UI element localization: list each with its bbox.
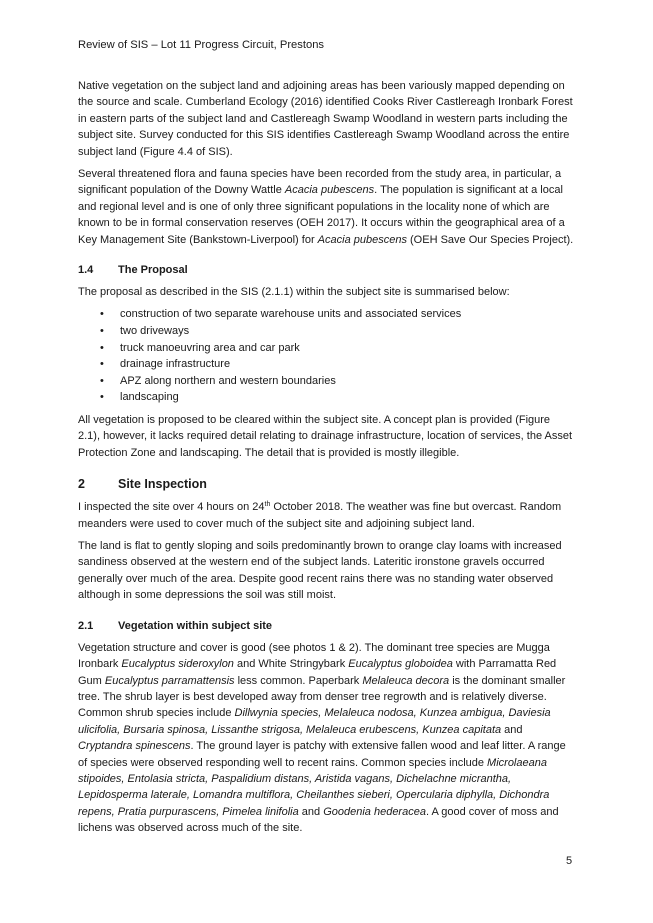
text-run: and White Stringybark [233,658,349,671]
text-run: . A good cover of moss and lichens was observed across much of the site. [78,805,559,835]
species-list: Microlaeana stipoides, Entolasia stricta, Paspalidium distans, Aristida vagans, Dichelachne micrantha, Lepidosperma laterale, Lomandra multiflora, Cheilanthes sieberi, Opercularia diphylla, Dichondra repens, Pratia purpurascens, Pimelea linifolia [78,756,550,818]
section-title: The Proposal [118,264,188,277]
section-number: 2 [78,477,85,492]
text-run: October 2018. The weather was fine but overcast. Random meanders were used to cover much of the subject site and adjoining subject land. [78,501,562,530]
text-run: . The population is significant at a local and regional level and is one of only three significant populations in the locality none of which are known to be in formal conservation reserves (OEH 2017). It occurs within the geographical area of a Key Management Site (Bankstown-Liverpool) for [78,184,565,246]
list-item: • APZ along northern and western boundaries [78,373,574,390]
section-heading-2 [78,475,574,493]
text-run: with Parramatta Red Gum [78,658,557,687]
page-number: 5 [566,855,573,867]
section-number: 1.4 [78,264,94,277]
species-name: Eucalyptus parramattensis [104,674,235,687]
running-header: Review of SIS – Lot 11 Progress Circuit, Prestons [78,39,325,51]
text-run: Several threatened flora and fauna species have been recorded from the study area, in particular, a significant population of the Downy Wattle [78,168,562,197]
paragraph-inspection [78,499,574,532]
species-name: Eucalyptus globoidea [348,658,453,671]
section-title: Site Inspection [118,477,207,492]
species-name: Acacia pubescens [284,184,375,197]
paragraph-native-vegetation: Native vegetation on the subject land and adjoining areas has been variously mapped depending on the source and scale. Cumberland Ecology (2016) identified Cooks River Castlereagh Ironbark Forest in eastern parts of the subject land and Castlereagh Swamp Woodland in western parts including the subject site. Survey conducted for this SIS identifies Castlereagh Swamp Woodland across the entire subject land (Figure 4.4 of SIS). [78,80,573,158]
paragraph-threatened-species [78,166,574,248]
text-run: I inspected the site over 4 hours on 24 [78,501,265,514]
page-content [78,78,574,843]
text-run: . The ground layer is patchy with extensive fallen wood and leaf litter. A range of species were observed responding well to recent rains. Common species include [78,740,566,769]
text-run: Vegetation structure and cover is good (see photos 1 & 2). The dominant tree species are Mugga Ironbark [78,641,550,671]
text-run: and [298,805,324,818]
list-item: • two driveways [78,323,574,340]
paragraph-proposal-intro: The proposal as described in the SIS (2.1.1) within the subject site is summarised below: [78,286,510,299]
list-item: • drainage infrastructure [78,356,574,373]
list-item: • truck manoeuvring area and car park [78,340,574,357]
paragraph-vegetation [78,640,574,837]
species-list: Dillwynia species, Melaleuca nodosa, Kunzea ambigua, Daviesia ulicifolia, Bursaria spinosa, Lissanthe strigosa, Melaleuca erubescens, Kunzea capitata [78,707,551,736]
section-heading-2-1 [78,618,574,634]
section-heading-1-4 [78,262,574,278]
species-name: Melaleuca decora [362,674,450,687]
ordinal-suffix: th [264,501,271,509]
species-name: Eucalyptus sideroxylon [121,658,234,671]
text-run: is the dominant smaller tree. The shrub layer is best developed away from denser tree regrowth and is relatively diverse. Common shrub species include [78,674,566,720]
list-item: • construction of two separate warehouse units and associated services [78,306,574,323]
section-title: Vegetation within subject site [118,619,273,632]
text-run: (OEH Save Our Species Project). [406,233,574,246]
species-name: Acacia pubescens [317,233,407,246]
species-name: Cryptandra spinescens [78,740,191,753]
text-run: and [501,723,523,736]
list-item: • landscaping [78,389,574,406]
section-number: 2.1 [78,619,94,632]
paragraph-clearing: All vegetation is proposed to be cleared within the subject site. A concept plan is provided (Figure 2.1), however, it lacks required detail relating to drainage infrastructure, location of services, the Asset Protection Zone and landscaping. The detail that is provided is mostly illegible. [78,414,573,459]
text-run: less common. Paperbark [234,674,363,687]
paragraph-soils: The land is flat to gently sloping and soils predominantly brown to orange clay loams with increased sandiness observed at the western end of the subject lands. Lateritic ironstone gravels occurred generally over much of the area. Despite good recent rains there was no standing water observed although in some depressions the soil was still moist. [78,540,562,602]
proposal-list [78,306,574,406]
species-name: Goodenia hederacea [323,805,426,818]
